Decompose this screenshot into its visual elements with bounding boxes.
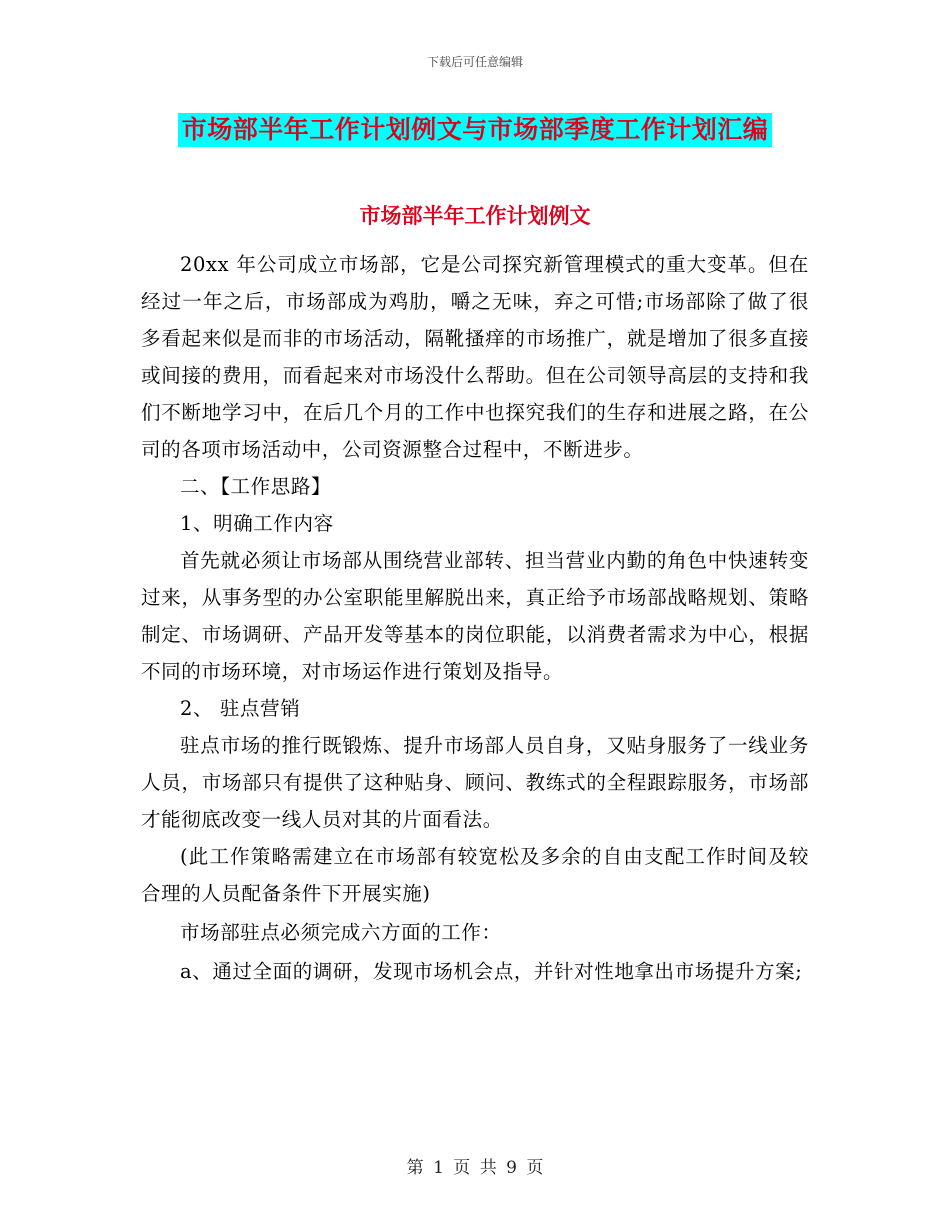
sub-title: 市场部半年工作计划例文 [359,204,591,228]
paragraph-work-content: 首先就必须让市场部从围绕营业部转、担当营业内勤的角色中快速转变过来，从事务型的办公室职能里解脱出来，真正给予市场部战略规划、策略制定、市场调研、产品开发等基本的岗位职能，以消费者需求为中心，根据不同的市场环境，对市场运作进行策划及指导。 [141,549,809,683]
item-heading-1: 1、明确工作内容 [180,512,334,535]
header-note: 下载后可任意编辑 [426,55,523,69]
paragraph-six-tasks: 市场部驻点必须完成六方面的工作： [180,921,502,944]
section-heading-work-ideas: 二、【工作思路】 [180,475,332,498]
list-item-a: a、通过全面的调研，发现市场机会点，并针对性地拿出市场提升方案; [180,960,803,983]
paragraph-intro: 20xx 年公司成立市场部，它是公司探究新管理模式的重大变革。但在经过一年之后，市场部成为鸡肋，嚼之无味，弃之可惜;市场部除了做了很多看起来似是而非的市场活动，隔靴搔痒的市场推广，就是增加了很多直接或间接的费用，而看起来对市场没什么帮助。但在公司领导高层的支持和我们不断地学习中，在后几个月的工作中也探究我们的生存和进展之路，在公司的各项市场活动中，公司资源整合过程中，不断进步。 [141,253,809,461]
document-body [141,246,809,990]
page-number: 第 1 页 共 9 页 [406,1158,544,1178]
main-title: 市场部半年工作计划例文与市场部季度工作计划汇编 [178,113,773,147]
main-title-wrap [0,113,950,147]
paragraph-field-marketing: 驻点市场的推行既锻炼、提升市场部人员自身，又贴身服务了一线业务人员，市场部只有提供了这种贴身、顾问、教练式的全程跟踪服务，市场部才能彻底改变一线人员对其的片面看法。 [141,734,809,831]
paragraph-note: (此工作策略需建立在市场部有较宽松及多余的自由支配工作时间及较合理的人员配备条件下开展实施) [141,845,809,905]
item-heading-2: 2、 驻点营销 [180,697,301,720]
